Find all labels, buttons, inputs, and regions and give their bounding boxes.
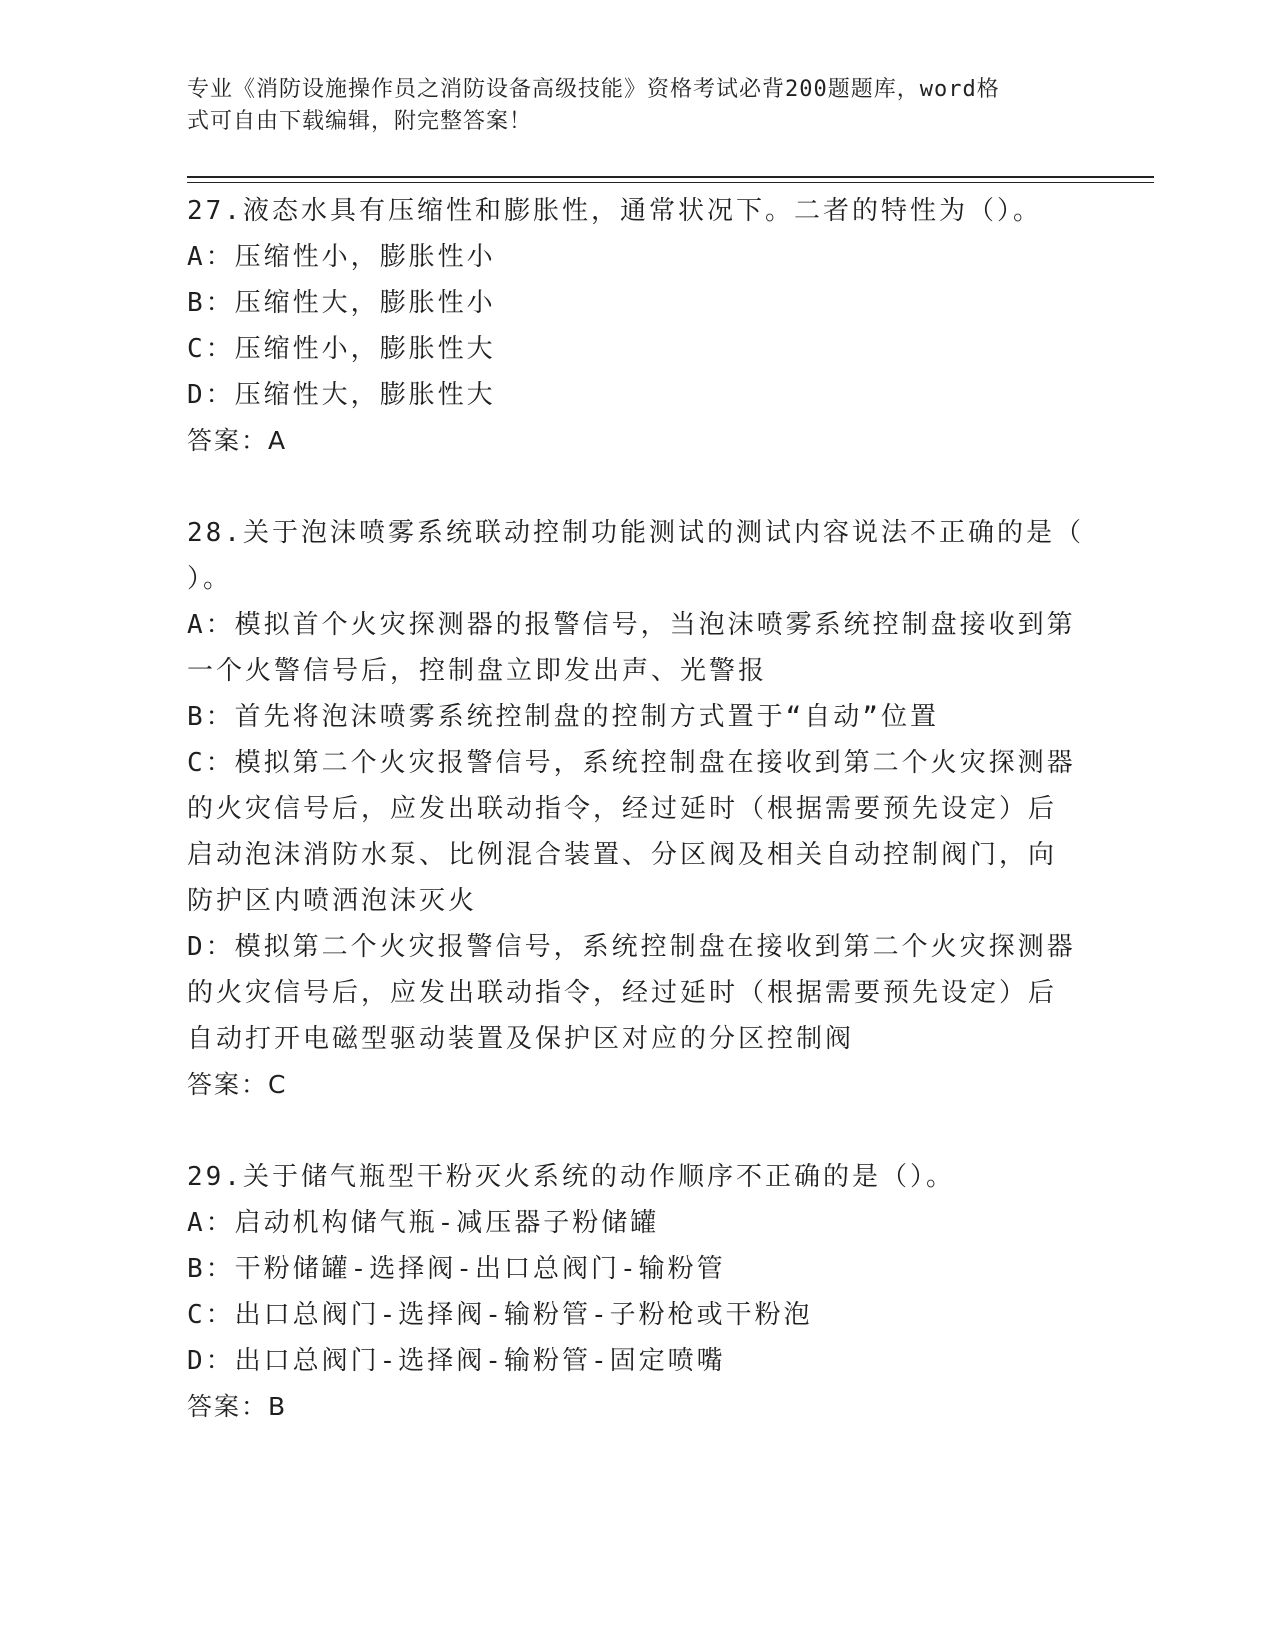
option-c: C：模拟第二个火灾报警信号，系统控制盘在接收到第二个火灾探测器: [187, 748, 1076, 778]
question-stem-line: 29.关于储气瓶型干粉灭火系统的动作顺序不正确的是（）。: [187, 1162, 955, 1192]
option-a-continued: 一个火警信号后，控制盘立即发出声、光警报: [187, 656, 768, 686]
question-stem-line: 28.关于泡沫喷雾系统联动控制功能测试的测试内容说法不正确的是（: [187, 518, 1084, 548]
question-29: [187, 1154, 1087, 1430]
question-stem-line: 27.液态水具有压缩性和膨胀性，通常状况下。二者的特性为（）。: [187, 196, 1042, 226]
option-a: A：启动机构储气瓶-减压器子粉储罐: [187, 1208, 660, 1238]
option-a: A：模拟首个火灾探测器的报警信号，当泡沫喷雾系统控制盘接收到第: [187, 610, 1076, 640]
option-c-continued: 的火灾信号后，应发出联动指令，经过延时（根据需要预先设定）后: [187, 794, 1058, 824]
answer-label: 答案：A: [187, 426, 288, 455]
question-27: [187, 188, 1087, 464]
question-28: [187, 510, 1087, 1108]
header-line-2: 式可自由下载编辑，附完整答案！: [187, 109, 533, 134]
option-a: A：压缩性小，膨胀性小: [187, 242, 496, 272]
option-d: D：模拟第二个火灾报警信号，系统控制盘在接收到第二个火灾探测器: [187, 932, 1076, 962]
option-c-continued: 防护区内喷洒泡沫灭火: [187, 886, 478, 916]
header-divider-thick: [187, 176, 1154, 178]
option-d: D：压缩性大，膨胀性大: [187, 380, 496, 410]
answer-label: 答案：C: [187, 1070, 288, 1099]
option-b: B：干粉储罐-选择阀-出口总阀门-输粉管: [187, 1254, 726, 1284]
header-line-1: 专业《消防设施操作员之消防设备高级技能》资格考试必背200题题库，word格: [187, 77, 1000, 102]
question-stem-line: ）。: [187, 564, 233, 594]
option-c: C：压缩性小，膨胀性大: [187, 334, 496, 364]
document-header: [187, 74, 1067, 138]
question-list: [187, 188, 1087, 1476]
option-d-continued: 的火灾信号后，应发出联动指令，经过延时（根据需要预先设定）后: [187, 978, 1058, 1008]
header-divider-thin: [187, 182, 1154, 183]
option-d-continued: 自动打开电磁型驱动装置及保护区对应的分区控制阀: [187, 1024, 855, 1054]
option-b: B：压缩性大，膨胀性小: [187, 288, 496, 318]
answer-label: 答案：B: [187, 1392, 288, 1421]
option-d: D：出口总阀门-选择阀-输粉管-固定喷嘴: [187, 1346, 726, 1376]
option-c-continued: 启动泡沫消防水泵、比例混合装置、分区阀及相关自动控制阀门，向: [187, 840, 1058, 870]
option-b: B：首先将泡沫喷雾系统控制盘的控制方式置于“自动”位置: [187, 702, 939, 732]
option-c: C：出口总阀门-选择阀-输粉管-子粉枪或干粉泡: [187, 1300, 813, 1330]
